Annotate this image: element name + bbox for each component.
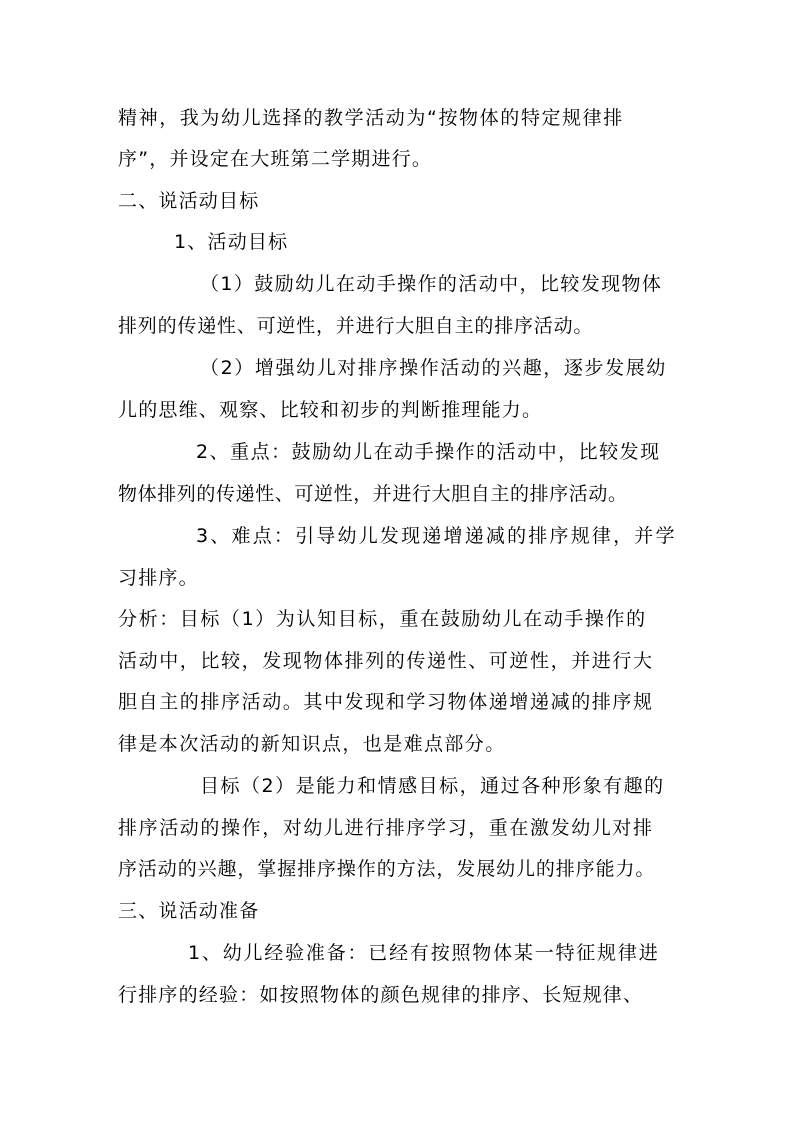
paragraph-line: 2、重点：鼓励幼儿在动手操作的活动中，比较发现 [196, 441, 661, 463]
paragraph-line: 行排序的经验：如按照物体的颜色规律的排序、长短规律、 [118, 984, 644, 1006]
paragraph-line: 序活动的兴趣，掌握排序操作的方法，发展幼儿的排序能力。 [118, 858, 656, 880]
section-heading: 二、说活动目标 [118, 190, 260, 212]
paragraph-line: 序”，并设定在大班第二学期进行。 [118, 148, 433, 170]
paragraph-line: 胆自主的排序活动。其中发现和学习物体递增递减的排序规 [118, 691, 654, 713]
paragraph-line: 习排序。 [118, 567, 199, 589]
paragraph-line: 目标（2）是能力和情感目标，通过各种形象有趣的 [200, 775, 665, 797]
paragraph-line: 律是本次活动的新知识点，也是难点部分。 [118, 733, 506, 755]
paragraph-line: （2）增强幼儿对排序操作活动的兴趣，逐步发展幼 [200, 357, 667, 379]
paragraph-line: 物体排列的传递性、可逆性，并进行大胆自主的排序活动。 [118, 483, 628, 505]
paragraph-line: 精神，我为幼儿选择的教学活动为“按物体的特定规律排 [118, 107, 624, 129]
paragraph-line: 排列的传递性、可逆性，并进行大胆自主的排序活动。 [118, 315, 594, 337]
paragraph-line: 排序活动的操作，对幼儿进行排序学习，重在激发幼儿对排 [118, 817, 654, 839]
paragraph-line: 儿的思维、观察、比较和初步的判断推理能力。 [118, 399, 543, 421]
subsection-heading: 1、活动目标 [174, 231, 289, 253]
paragraph-line: 3、难点：引导幼儿发现递增递减的排序规律，并学 [196, 525, 677, 547]
paragraph-line: 活动中，比较，发现物体排列的传递性、可逆性，并进行大 [118, 650, 654, 672]
paragraph-line: 1、幼儿经验准备：已经有按照物体某一特征规律进 [188, 942, 660, 964]
paragraph-line: （1）鼓励幼儿在动手操作的活动中，比较发现物体 [200, 273, 663, 295]
section-heading: 三、说活动准备 [118, 900, 260, 922]
paragraph-line: 分析：目标（1）为认知目标，重在鼓励幼儿在动手操作的 [118, 608, 647, 630]
